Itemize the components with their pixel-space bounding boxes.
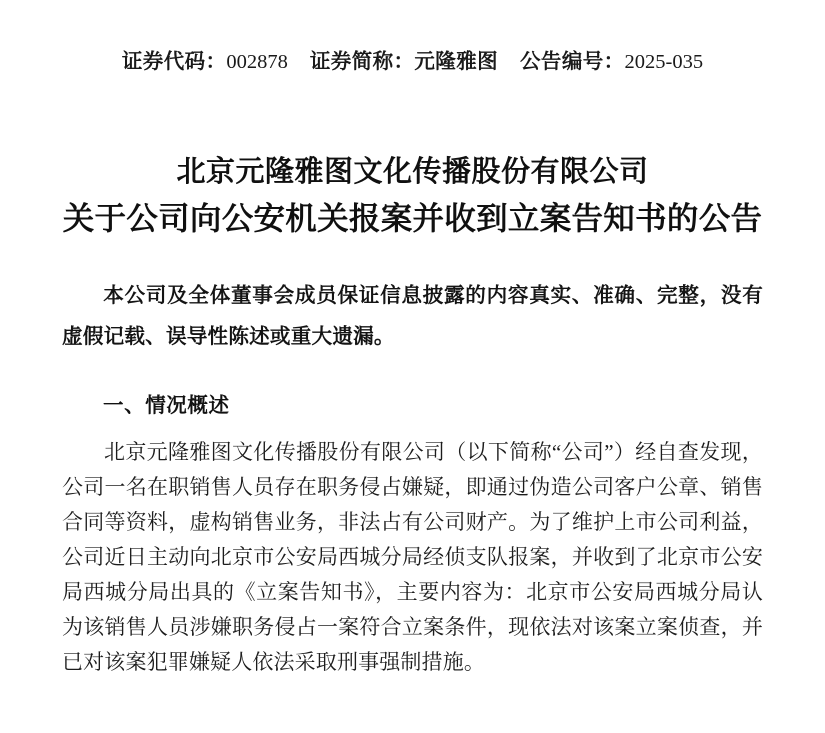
security-name-value: 元隆雅图 xyxy=(414,50,499,73)
bulletin-no-label: 公告编号： xyxy=(520,50,625,73)
document-title xyxy=(62,78,763,243)
document-header-line xyxy=(62,0,763,78)
section-heading-overview: 一、情况概述 xyxy=(103,394,230,417)
disclaimer-statement: 本公司及全体董事会成员保证信息披露的内容真实、准确、完整，没有虚假记载、误导性陈述或重大遗漏。 xyxy=(62,283,763,348)
title-line-company: 北京元隆雅图文化传播股份有限公司 xyxy=(176,155,649,188)
title-line-subject: 关于公司向公安机关报案并收到立案告知书的公告 xyxy=(62,199,763,236)
section-body-overview: 北京元隆雅图文化传播股份有限公司（以下简称“公司”）经自查发现，公司一名在职销售人员存在职务侵占嫌疑，即通过伪造公司客户公章、销售合同等资料，虚构销售业务，非法占有公司财产。为了维护上市公司利益，公司近日主动向北京市公安局西城分局经侦支队报案，并收到了北京市公安局西城分局出具的《立案告知书》，主要内容为：北京市公安局西城分局认为该销售人员涉嫌职务侵占一案符合立案条件，现依法对该案立案侦查，并已对该案犯罪嫌疑人依法采取刑事强制措施。 xyxy=(62,439,763,674)
security-code-value: 002878 xyxy=(226,51,288,73)
bulletin-no-value: 2025-035 xyxy=(624,51,704,73)
security-code-label: 证券代码： xyxy=(121,50,227,73)
security-name-label: 证券简称： xyxy=(309,50,415,73)
